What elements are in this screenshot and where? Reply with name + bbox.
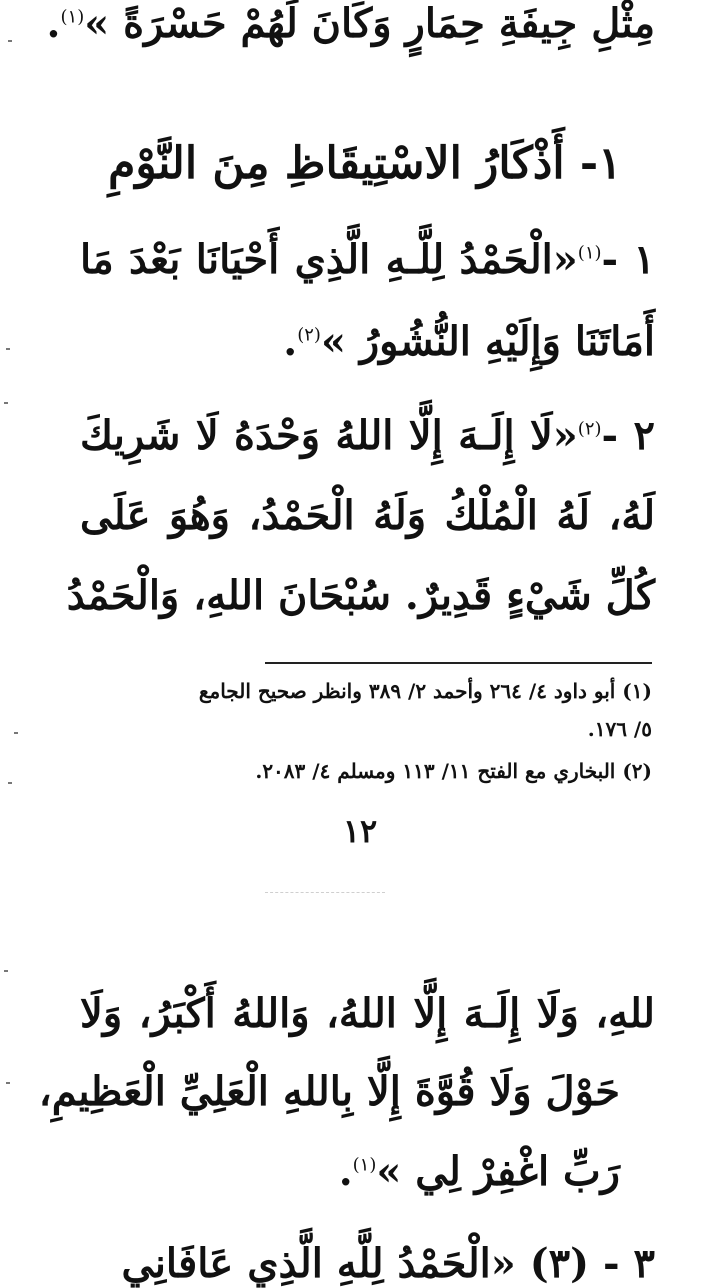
- bottom-line3: [80, 1148, 620, 1196]
- page-number: ١٢: [342, 812, 378, 850]
- bottom-text-3: رَبِّ اغْفِرْ لِي »: [376, 1148, 620, 1195]
- item2-line3: [66, 572, 655, 620]
- item2-text-1: «لَا إِلَـهَ إِلَّا اللهُ وَحْدَهُ لَا شَرِيكَ: [80, 412, 578, 459]
- item1-line2: [80, 318, 655, 366]
- scan-speck: [6, 1082, 10, 1084]
- footnote-1-line1: (١) أبو داود ٤/ ٢٦٤ وأحمد ٢/ ٣٨٩ وانظر صحيح الجامع: [198, 679, 652, 703]
- scan-speck: [6, 348, 10, 350]
- item2-text-3: كُلِّ شَيْءٍ قَدِيرٌ. سُبْحَانَ اللهِ، وَالْحَمْدُ: [66, 572, 655, 619]
- footnote-1-line2: ٥/ ١٧٦.: [587, 717, 652, 741]
- continuation-text: مِثْلِ جِيفَةِ حِمَارٍ وَكَانَ لَهُمْ حَسْرَةً »: [84, 0, 655, 47]
- item1-footnote-ref-2: (٢): [297, 324, 321, 346]
- section-heading: ١- أَذْكَارُ الاسْتِيقَاظِ مِنَ النَّوْمِ: [108, 138, 622, 189]
- item2-footnote-ref: (٢): [577, 418, 602, 440]
- item2-text-2: لَهُ، لَهُ الْمُلْكُ وَلَهُ الْحَمْدُ، وَهُوَ عَلَى: [80, 492, 655, 539]
- bottom-text-4: ٣ - (٣) «الْحَمْدُ لِلَّهِ الَّذِي عَافَانِي: [121, 1240, 655, 1287]
- bottom-footnote-ref: (١): [352, 1154, 377, 1176]
- footnote-2-line1: (٢) البخاري مع الفتح ١١/ ١١٣ ومسلم ٤/ ٢٠٨٣.: [255, 759, 652, 783]
- bottom-line4-partial: [80, 1240, 655, 1288]
- item1-end: .: [283, 318, 298, 365]
- scan-speck: [4, 970, 8, 972]
- scan-speck: [8, 782, 12, 784]
- scan-speck: [4, 402, 8, 404]
- item1-line1: [80, 236, 655, 284]
- scan-speck: [8, 40, 12, 42]
- bottom-line1: [80, 990, 655, 1038]
- item2-number: ٢ -: [601, 412, 656, 459]
- item2-line1: [80, 412, 655, 460]
- bottom-line2: [38, 1068, 620, 1116]
- scan-speck: [14, 732, 18, 734]
- item1-text-1: «الْحَمْدُ لِلَّـهِ الَّذِي أَحْيَانَا بَعْدَ مَا: [80, 236, 578, 283]
- bottom-page: [0, 900, 720, 1287]
- bottom-line3-end: .: [338, 1148, 353, 1195]
- item1-text-2: أَمَاتَنَا وَإِلَيْهِ النُّشُورُ »: [320, 318, 655, 365]
- bottom-text-2: حَوْلَ وَلَا قُوَّةَ إِلَّا بِاللهِ الْعَلِيِّ الْعَظِيمِ،: [38, 1068, 620, 1115]
- footnote-divider: [265, 662, 652, 664]
- page-separator: [265, 892, 385, 893]
- continuation-line: [46, 0, 655, 48]
- item2-line2: [80, 492, 655, 540]
- item1-footnote-ref: (١): [577, 242, 602, 264]
- item1-number: ١ -: [601, 236, 655, 283]
- bottom-text-1: للهِ، وَلَا إِلَـهَ إِلَّا اللهُ، وَاللهُ أَكْبَرُ، وَلَا: [80, 990, 655, 1037]
- continuation-end: .: [46, 0, 61, 47]
- footnote-ref: (١): [60, 6, 85, 28]
